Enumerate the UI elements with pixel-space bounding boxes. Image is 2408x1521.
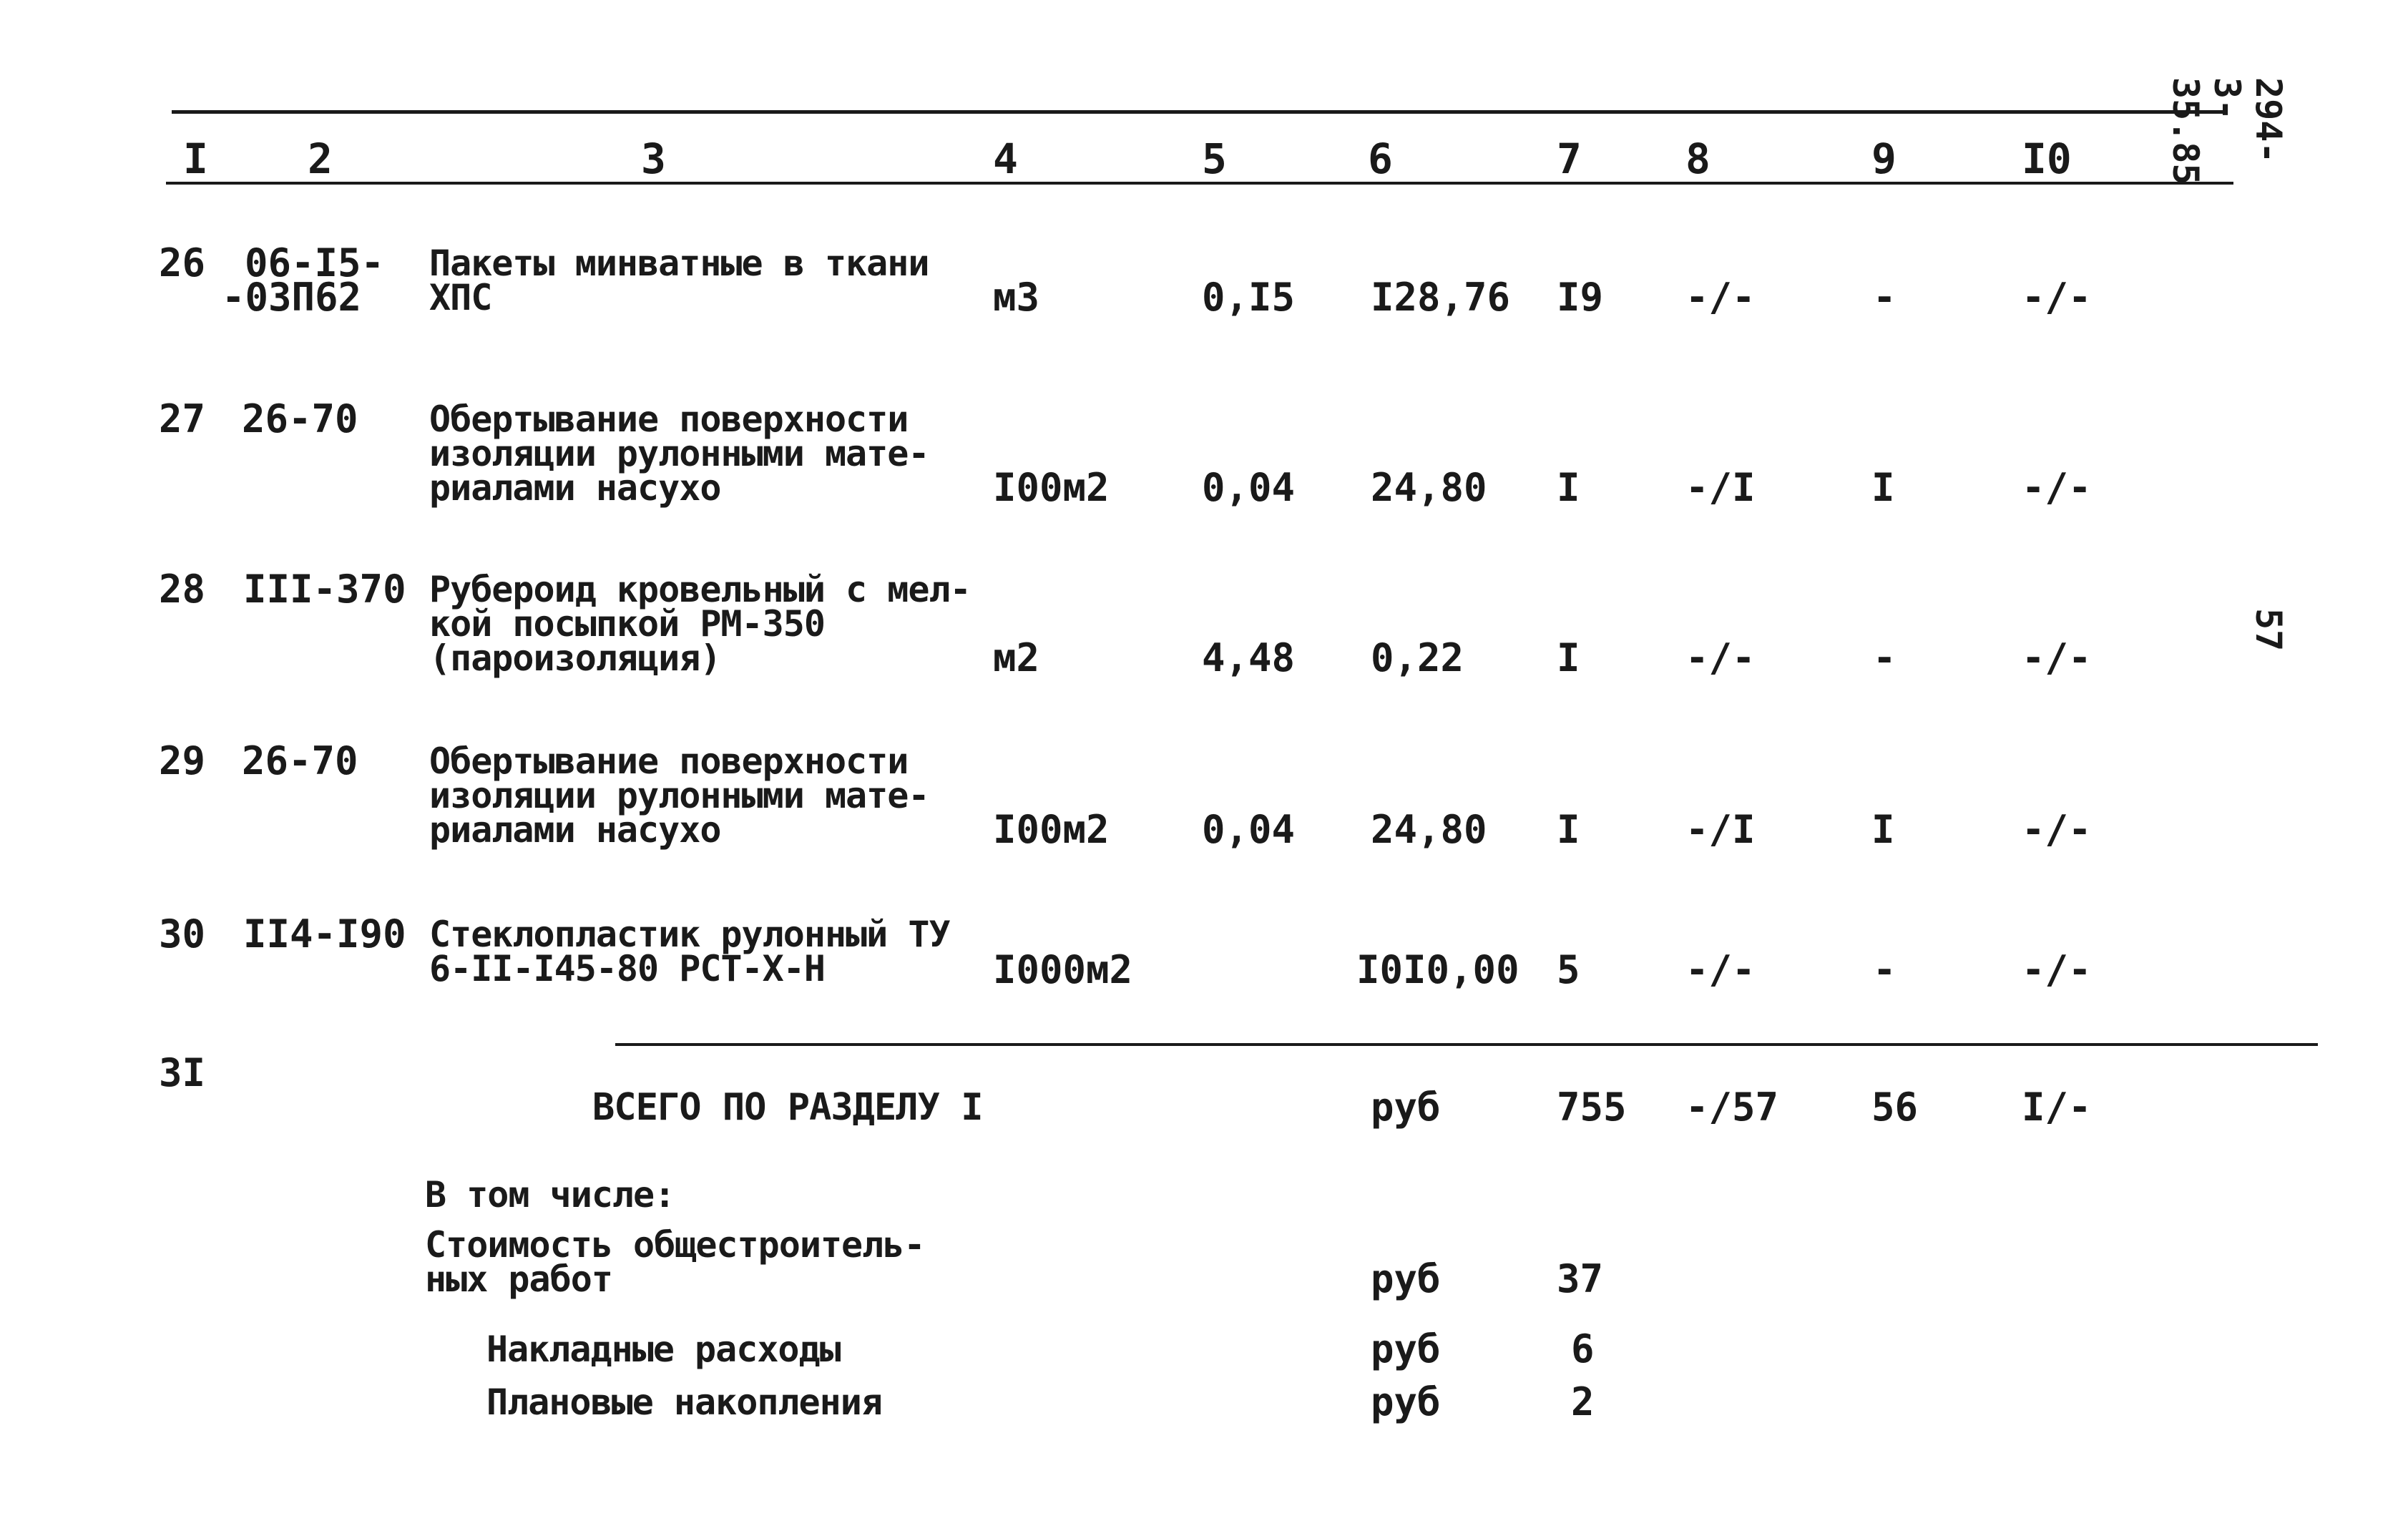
page-number: 57 [2248, 608, 2289, 652]
col-8-value: -/I [1685, 465, 1756, 510]
unit: I00м2 [993, 465, 1110, 510]
unit-price: 0,22 [1371, 635, 1464, 680]
breakdown-item-value: 37 [1557, 1256, 1604, 1301]
col-10-value: -/- [2022, 807, 2092, 852]
header-col-5: 5 [1202, 135, 1227, 183]
total-col-8: -/57 [1685, 1085, 1779, 1130]
row-number: 3I [159, 1050, 206, 1095]
unit: м2 [993, 635, 1040, 680]
col-9-value: - [1873, 947, 1896, 992]
breakdown-intro: В том числе: [425, 1174, 675, 1216]
breakdown-item-value: 2 [1571, 1379, 1595, 1424]
header-col-3: 3 [641, 135, 666, 183]
col-7-value: I [1557, 465, 1580, 510]
row-number: 26 [159, 240, 206, 285]
total-col-9: 56 [1871, 1085, 1919, 1130]
col-8-value: -/I [1685, 807, 1756, 852]
work-description: Обертывание поверхности изоляции рулонными мате- риалами насухо [429, 398, 929, 509]
row-number: 29 [159, 738, 206, 783]
breakdown-item-label: Стоимость общестроитель- ных работ [425, 1224, 925, 1300]
total-unit: руб [1371, 1085, 1441, 1130]
col-9-value: I [1871, 465, 1895, 510]
col-7-value: I9 [1557, 275, 1604, 320]
header-col-7: 7 [1557, 135, 1582, 183]
unit-price: 24,80 [1371, 465, 1487, 510]
col-9-value: - [1873, 275, 1896, 320]
row-number: 27 [159, 396, 206, 441]
norm-code: 06-I5- -03П62 [222, 240, 385, 320]
norm-code: 26-70 [242, 738, 358, 783]
norm-code: III-370 [243, 567, 406, 612]
header-col-6: 6 [1368, 135, 1393, 183]
work-description: Пакеты минватные в ткани ХПС [429, 243, 929, 318]
header-col-1: I [183, 135, 208, 183]
header-col-9: 9 [1871, 135, 1896, 183]
col-8-value: -/- [1685, 275, 1756, 320]
total-label: ВСЕГО ПО РАЗДЕЛУ I [592, 1086, 983, 1129]
col-8-value: -/- [1685, 635, 1756, 680]
work-description: Рубероид кровельный с мел- кой посыпкой РМ-350 (пароизоляция) [429, 569, 971, 679]
work-description: Обертывание поверхности изоляции рулонными мате- риалами насухо [429, 740, 929, 851]
quantity: 0,I5 [1202, 275, 1296, 320]
quantity: 0,04 [1202, 465, 1296, 510]
unit-price: 24,80 [1371, 807, 1487, 852]
col-10-value: -/- [2022, 465, 2092, 510]
row-number: 28 [159, 567, 206, 612]
col-10-value: -/- [2022, 635, 2092, 680]
work-description: Стеклопластик рулонный ТУ 6-II-I45-80 РСТ-Х-Н [429, 914, 950, 989]
header-col-4: 4 [993, 135, 1018, 183]
col-7-value: I [1557, 635, 1580, 680]
breakdown-item-unit: руб [1371, 1256, 1441, 1301]
header-col-8: 8 [1685, 135, 1710, 183]
col-10-value: -/- [2022, 947, 2092, 992]
quantity: 4,48 [1202, 635, 1296, 680]
header-col-10: I0 [2022, 135, 2072, 183]
header-bottom-rule [166, 182, 2233, 185]
norm-code: II4-I90 [243, 911, 406, 957]
col-8-value: -/- [1685, 947, 1756, 992]
row-number: 30 [159, 911, 206, 957]
col-10-value: -/- [2022, 275, 2092, 320]
breakdown-item-label: Накладные расходы [486, 1329, 841, 1370]
total-col-7: 755 [1557, 1085, 1627, 1130]
unit: I000м2 [993, 947, 1133, 992]
unit-price: I28,76 [1371, 275, 1511, 320]
quantity: 0,04 [1202, 807, 1296, 852]
col-7-value: 5 [1557, 947, 1580, 992]
total-col-10: I/- [2022, 1085, 2092, 1130]
breakdown-item-unit: руб [1371, 1326, 1441, 1371]
col-7-value: I [1557, 807, 1580, 852]
norm-code: 26-70 [242, 396, 358, 441]
breakdown-item-value: 6 [1571, 1326, 1595, 1371]
header-col-2: 2 [308, 135, 333, 183]
unit: I00м2 [993, 807, 1110, 852]
breakdown-item-unit: руб [1371, 1379, 1441, 1424]
col-9-value: - [1873, 635, 1896, 680]
top-rule [172, 110, 2225, 114]
breakdown-item-label: Плановые накопления [486, 1381, 882, 1423]
unit-price: I0I0,00 [1356, 947, 1519, 992]
unit: м3 [993, 275, 1040, 320]
total-separator-rule [615, 1043, 2318, 1046]
col-9-value: I [1871, 807, 1895, 852]
doc-code: 294-3-35.85 [2165, 77, 2289, 185]
